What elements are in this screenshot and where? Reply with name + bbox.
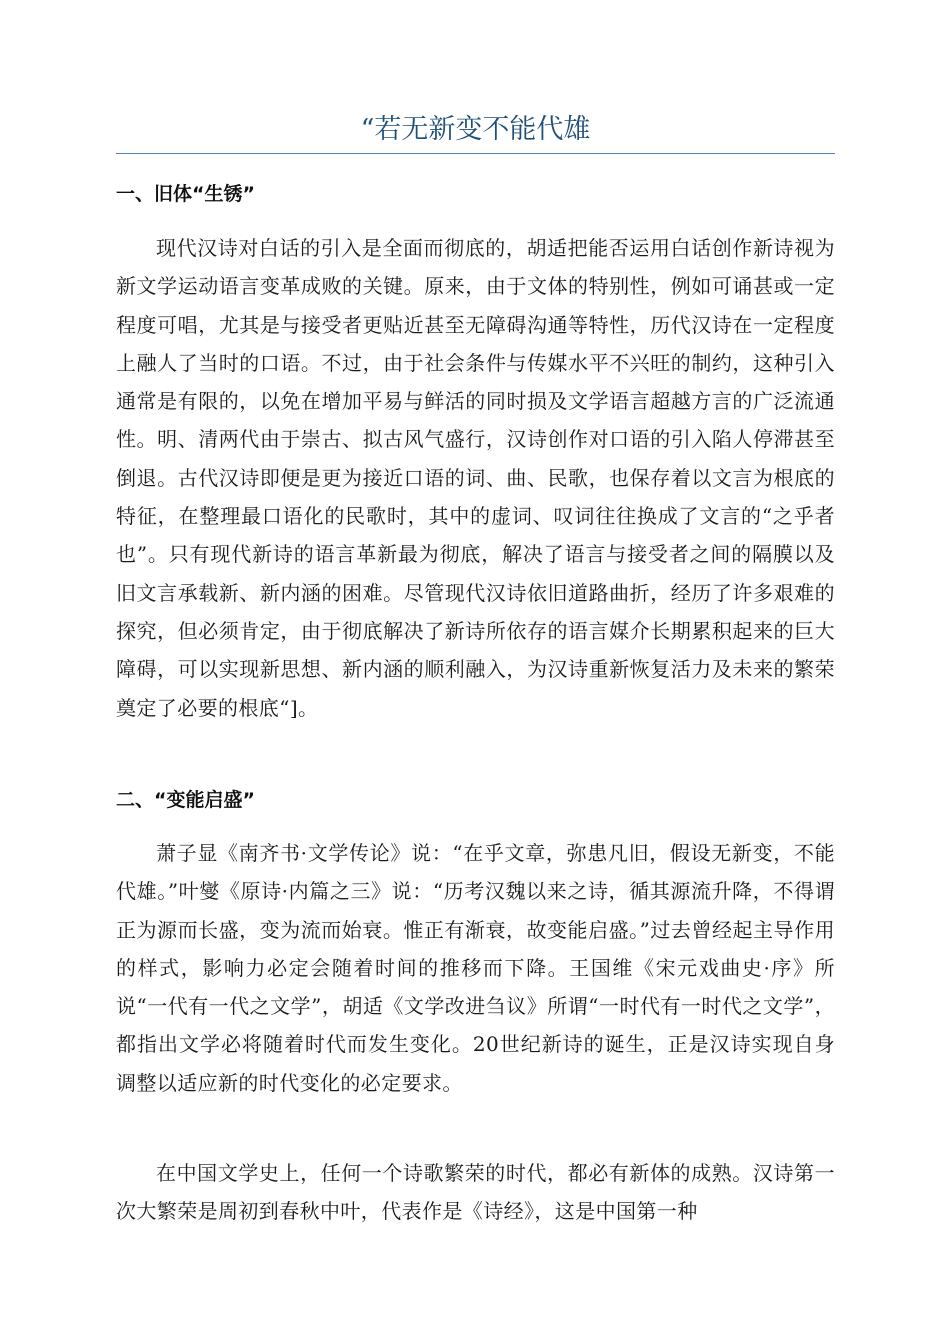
section-1-paragraph-1: 现代汉诗对白话的引入是全面而彻底的，胡适把能否运用白话创作新诗视为新文学运动语言变革成败的关键。原来，由于文体的特别性，例如可诵甚或一定程度可唱，尤其是与接受者更贴近甚至无障碍沟通等特性，历代汉诗在一定程度上融人了当时的口语。不过，由于社会条件与传媒水平不兴旺的制约，这种引入通常是有限的，以免在增加平易与鲜活的同时损及文学语言超越方言的广泛流通性。明、清两代由于崇古、拟古风气盛行，汉诗创作对口语的引入陷人停滞甚至倒退。古代汉诗即便是更为接近口语的词、曲、民歌，也保存着以文言为根底的特征，在整理最口语化的民歌时，其中的虚词、叹词往往换成了文言的“之乎者也”。只有现代新诗的语言革新最为彻底，解决了语言与接受者之间的隔膜以及旧文言承载新、新内涵的困难。尽管现代汉诗依旧道路曲折，经历了许多艰难的探究，但必须肯定，由于彻底解决了新诗所依存的语言媒介长期累积起来的巨大障碍，可以实现新思想、新内涵的顺利融入，为汉诗重新恢复活力及未来的繁荣奠定了必要的根底“]。 (116, 236, 835, 720)
section-heading-1: 一、旧体“生锈” (116, 183, 255, 205)
section-heading-2: 二、“变能启盛” (116, 789, 255, 811)
document-title: “若无新变不能代雄 (360, 114, 591, 145)
section-2-paragraph-2: 在中国文学史上，任何一个诗歌繁荣的时代，都必有新体的成熟。汉诗第一次大繁荣是周初到春秋中叶，代表作是《诗经》，这是中国第一种 (116, 1161, 835, 1224)
title-underline (116, 153, 835, 154)
section-2-paragraph-1: 萧子显《南齐书·文学传论》说：“在乎文章，弥患凡旧，假设无新变，不能代雄。”叶燮《原诗·内篇之三》说：“历考汉魏以来之诗，循其源流升降，不得谓正为源而长盛，变为流而始衰。惟正有渐衰，故变能启盛。”过去曾经起主导作用的样式，影响力必定会随着时间的推移而下降。王国维《宋元戏曲史·序》所说“一代有一代之文学”，胡适《文学改进刍议》所谓“一时代有一时代之文学”，都指出文学必将随着时代而发生变化。20世纪新诗的诞生，正是汉诗实现自身调整以适应新的时代变化的必定要求。 (116, 841, 835, 1095)
